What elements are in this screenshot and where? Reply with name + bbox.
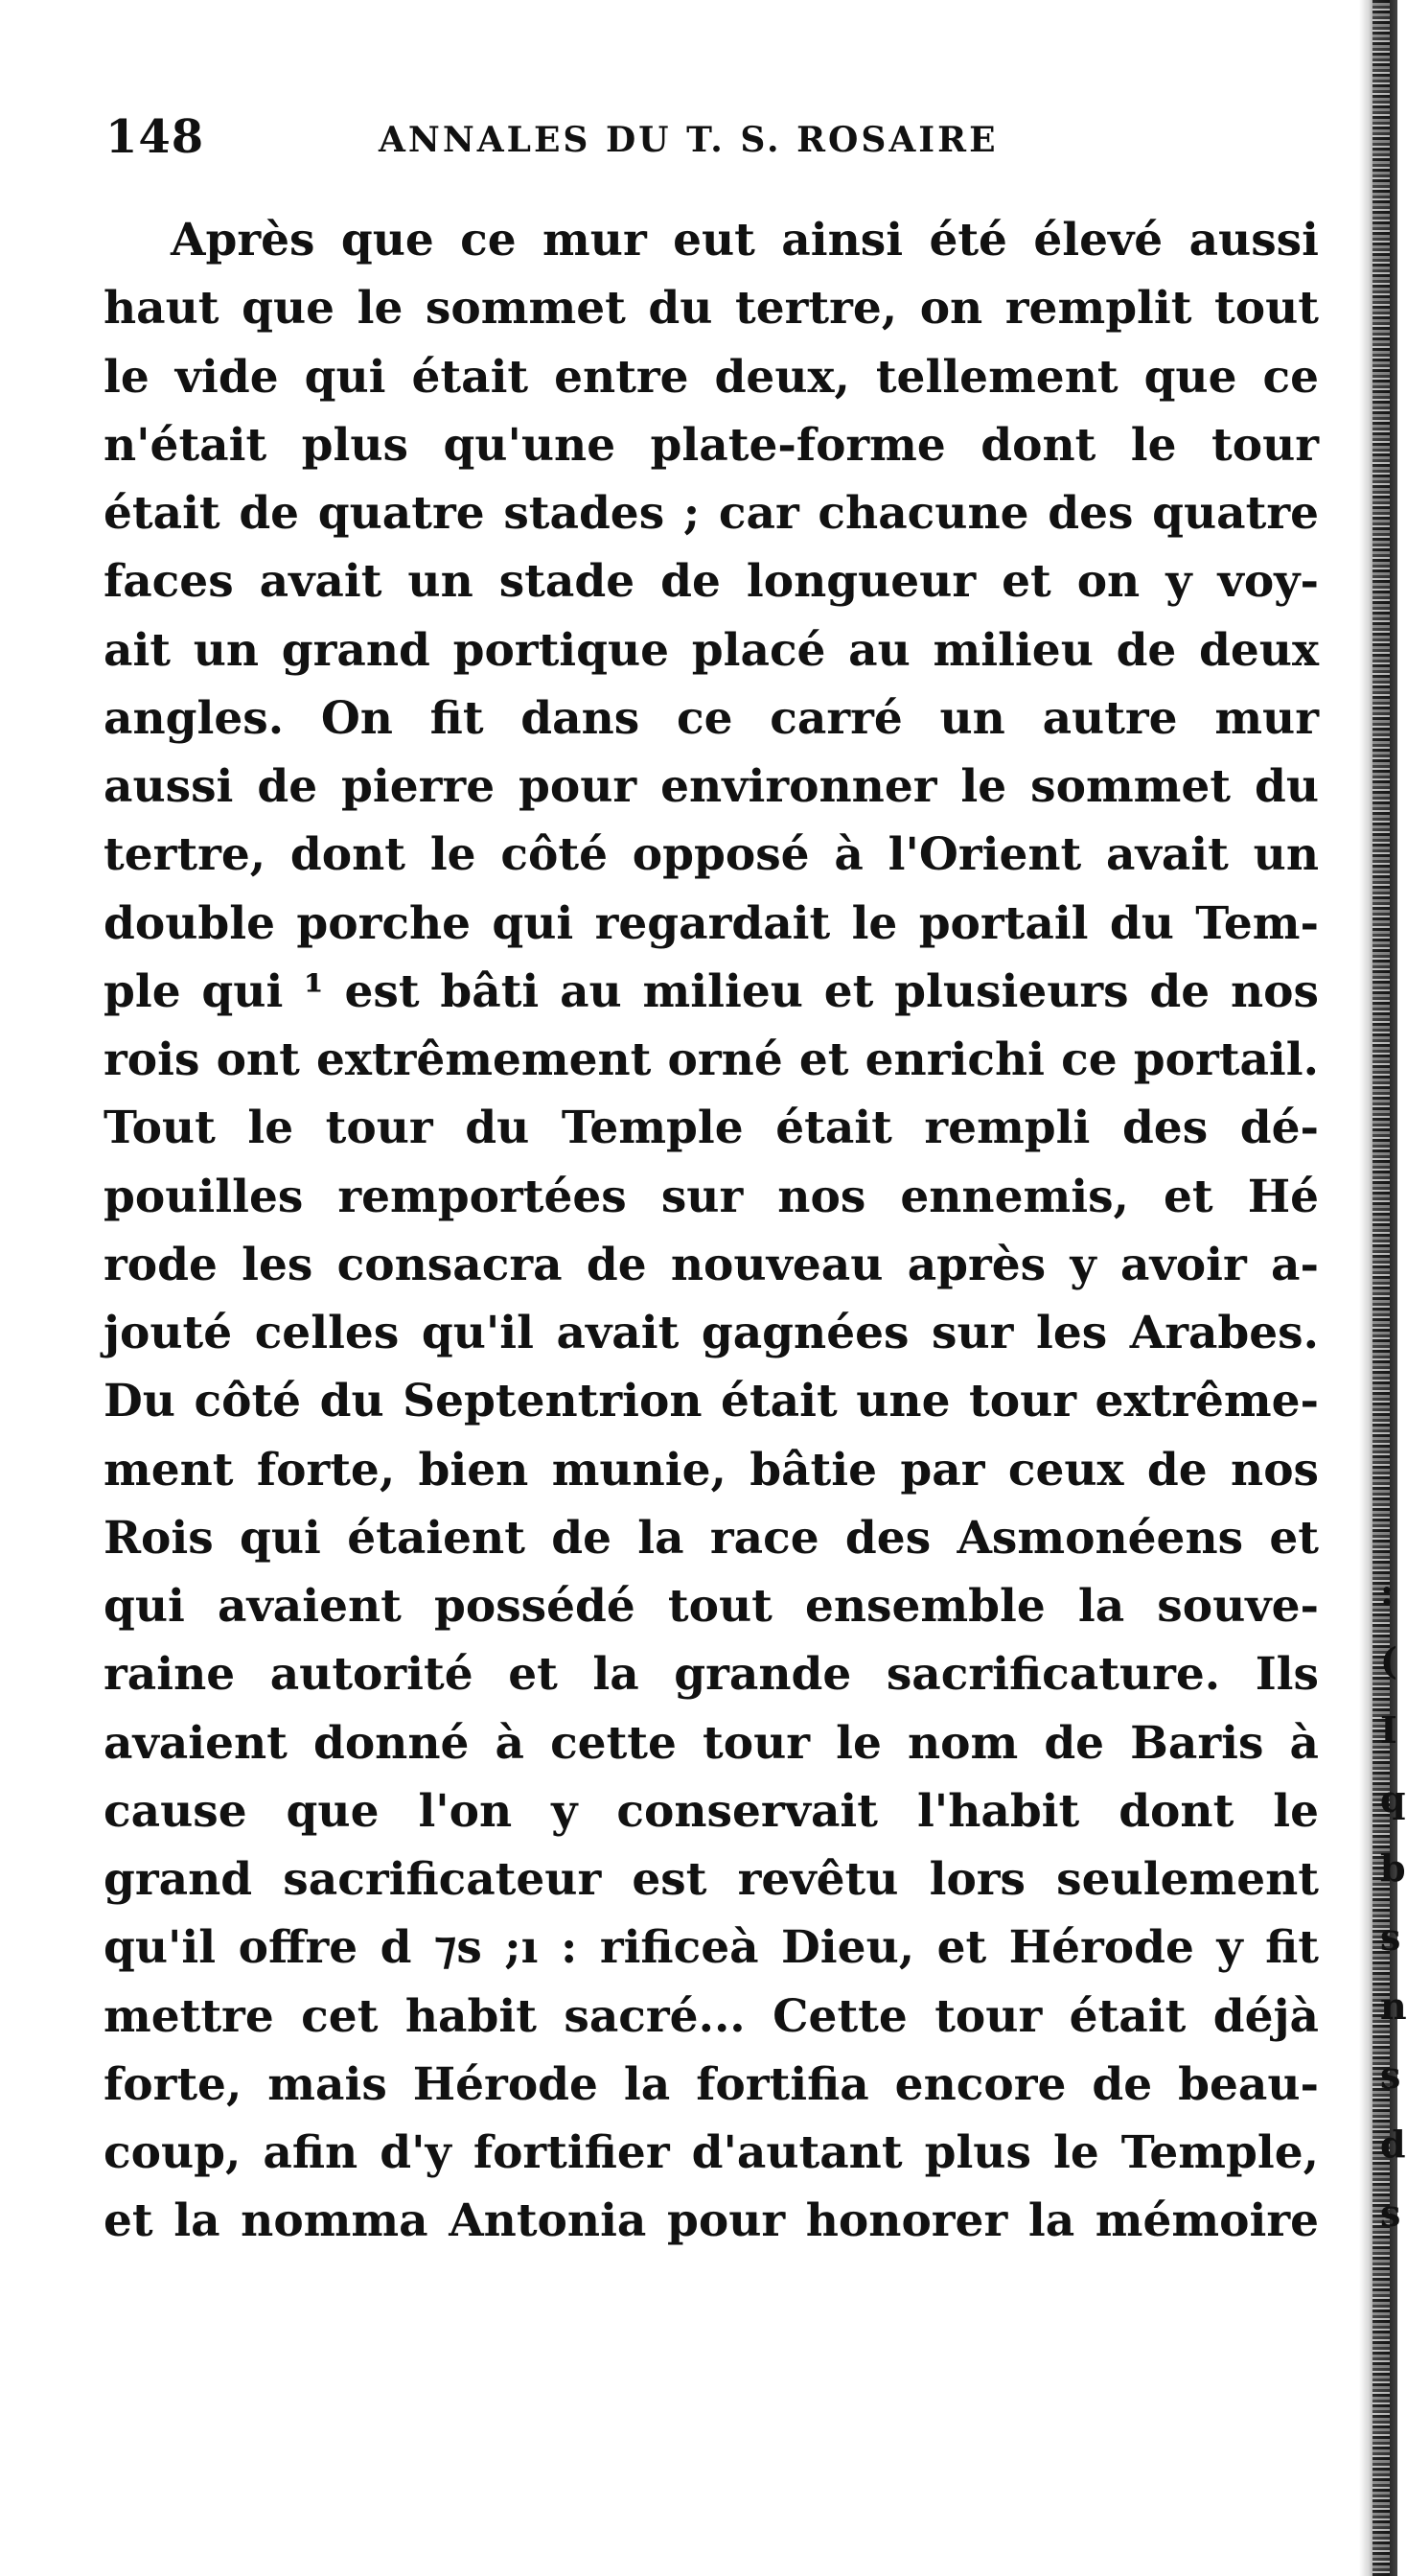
text-line: Tout le tour du Temple était rempli des dé- xyxy=(104,1102,1319,1155)
body-text xyxy=(104,206,1319,2256)
page-number: 148 xyxy=(105,110,205,164)
page-header xyxy=(105,110,1064,168)
edge-letter: I xyxy=(1380,1708,1397,1752)
text-line: qu'il offre d ⁊s ;ı : rificeà Dieu, et Hérode y fit xyxy=(104,1921,1319,1975)
edge-letter: n xyxy=(1380,1984,1407,2028)
edge-letter: s xyxy=(1380,2192,1401,2235)
text-line: Du côté du Septentrion était une tour extrême- xyxy=(104,1375,1319,1428)
text-line: était de quatre stades ; car chacune des quatre xyxy=(104,487,1319,540)
text-line: ment forte, bien munie, bâtie par ceux de nos xyxy=(104,1443,1319,1497)
text-line: avaient donné à cette tour le nom de Baris à xyxy=(104,1716,1319,1770)
text-line: ple qui ¹ est bâti au milieu et plusieurs de nos xyxy=(104,964,1319,1018)
edge-letter: b xyxy=(1380,1846,1406,1890)
edge-letter: d xyxy=(1380,2123,1406,2166)
edge-letter: q xyxy=(1380,1777,1406,1821)
text-line: haut que le sommet du tertre, on remplit tout xyxy=(104,282,1319,336)
text-line: Rois qui étaient de la race des Asmonéens et xyxy=(104,1511,1319,1565)
text-line: double porche qui regardait le portail du Tem- xyxy=(104,896,1319,950)
text-line: jouté celles qu'il avait gagnées sur les Arabes. xyxy=(104,1307,1319,1359)
text-line: coup, afin d'y fortifier d'autant plus le Temple, xyxy=(104,2126,1319,2179)
text-line: qui avaient possédé tout ensemble la souve- xyxy=(104,1580,1319,1633)
text-line: aussi de pierre pour environner le sommet du xyxy=(104,760,1319,813)
text-line: le vide qui était entre deux, tellement que ce xyxy=(104,350,1319,404)
text-line: mettre cet habit sacré... Cette tour était déjà xyxy=(104,1989,1319,2043)
edge-letter: s xyxy=(1380,2054,1401,2097)
text-line: pouilles remportées sur nos ennemis, et Hé xyxy=(104,1170,1319,1223)
text-line: grand sacrificateur est revêtu lors seulement xyxy=(104,1853,1319,1906)
text-line: rode les consacra de nouveau après y avoir a- xyxy=(104,1238,1319,1291)
facing-page-letters xyxy=(1380,1558,1407,2248)
text-line: faces avait un stade de longueur et on y voy- xyxy=(104,555,1319,609)
text-line: cause que l'on y conservait l'habit dont le xyxy=(104,1784,1319,1838)
text-line: forte, mais Hérode la fortifia encore de beau- xyxy=(104,2057,1319,2111)
text-line: ait un grand portique placé au milieu de deux xyxy=(104,623,1319,677)
running-head: ANNALES DU T. S. ROSAIRE xyxy=(379,120,999,160)
text-line: raine autorité et la grande sacrificature. Ils xyxy=(104,1648,1319,1702)
edge-letter: : xyxy=(1380,1570,1395,1613)
text-line: angles. On fit dans ce carré un autre mur xyxy=(104,691,1319,745)
edge-letter: ( xyxy=(1380,1639,1397,1683)
text-line: tertre, dont le côté opposé à l'Orient avait un xyxy=(104,828,1319,882)
text-line: Après que ce mur eut ainsi été élevé aussi xyxy=(171,214,1319,267)
text-line: rois ont extrêmement orné et enrichi ce portail. xyxy=(104,1033,1319,1086)
text-line: n'était plus qu'une plate-forme dont le tour xyxy=(104,418,1319,472)
text-line: et la nomma Antonia pour honorer la mémoire xyxy=(104,2194,1319,2248)
edge-letter: s xyxy=(1380,1915,1401,1959)
